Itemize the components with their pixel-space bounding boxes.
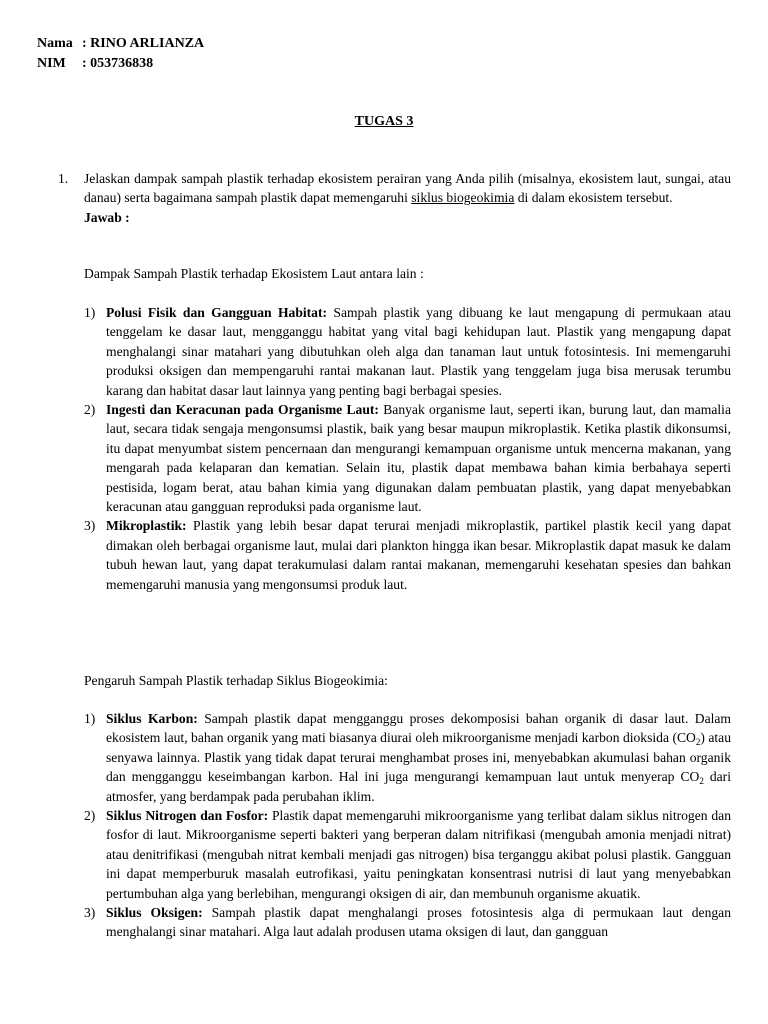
list-item-text <box>106 806 731 903</box>
list-item-number: 2) <box>84 402 96 418</box>
list-item <box>84 400 731 516</box>
name-label: Nama <box>37 36 73 51</box>
list-item-number: 1) <box>84 711 96 726</box>
list-item-text <box>106 709 731 806</box>
list-item-text <box>106 903 731 942</box>
carbon-text-c: dari atmosfer, yang berdampak pada perubahan iklim. <box>106 769 731 804</box>
list-item-text <box>106 516 731 594</box>
co2-subscript: 2 <box>699 776 704 787</box>
name-value: : RINO ARLIANZA <box>82 36 205 51</box>
list-item-title: Siklus Nitrogen dan Fosfor: <box>106 808 269 824</box>
list-item-title: Ingesti dan Keracunan pada Organisme Laut: <box>106 402 379 418</box>
nim-label: NIM <box>37 55 66 71</box>
list-item-number: 1) <box>84 305 96 320</box>
list-item-body: Plastik dapat memengaruhi mikroorganisme yang terlibat dalam siklus nitrogen dan fosfor di laut. Mikroorganisme seperti bakteri yang berperan dalam nitrifikasi (mengubah amonia menjadi nitrat) atau denitrifikasi (mengubah nitrat kembali menjadi gas nitrogen) bisa terganggu akibat polusi plastik. Gangguan ini dapat memperburuk masalah eutrofikasi, yaitu peningkatan konsentrasi nutrisi di laut yang menyebabkan pertumbuhan alga yang berlebihan, mengurangi oksigen di air, dan membunuh organisme akuatik. <box>106 808 731 901</box>
question-text <box>84 169 731 208</box>
section1-intro: Dampak Sampah Plastik terhadap Ekosistem Laut antara lain : <box>84 266 424 281</box>
question-text-before: Jelaskan dampak sampah plastik terhadap ekosistem perairan yang Anda pilih (misalnya, ekosistem laut, sungai, atau danau) serta bagaimana sampah plastik dapat memengaruhi <box>84 171 731 206</box>
list-item-title: Polusi Fisik dan Gangguan Habitat: <box>106 305 328 320</box>
list-item-body: Sampah plastik dapat menghalangi proses fotosintesis alga di permukaan laut dengan menghalangi sinar matahari. Alga laut adalah produsen utama oksigen di laut, dan gangguan <box>106 905 731 940</box>
co2-subscript: 2 <box>695 737 701 748</box>
list-item <box>84 806 731 903</box>
list-item-body: Banyak organisme laut, seperti ikan, burung laut, dan mamalia laut, secara tidak sengaja mengonsumsi plastik, baik yang besar maupun mikroplastik. Ketika plastik dikonsumsi, itu dapat menyumbat sistem pencernaan dan mengurangi kemampuan organisme untuk mencerna makanan, yang mengarah pada kelaparan dan kematian. Selain itu, plastik dapat membawa bahan kimia berbahaya seperti pestisida, logam berat, atau bahan kimia yang digunakan dalam pembuatan plastik, yang dapat menyebabkan keracunan atau gangguan reproduksi pada organisme laut. <box>106 402 731 515</box>
nim-row <box>37 54 204 74</box>
list-item <box>84 303 731 400</box>
list-item-number: 2) <box>84 808 96 824</box>
nim-value: : 053736838 <box>82 55 154 71</box>
name-row <box>37 34 204 54</box>
list-item <box>84 516 731 594</box>
answer-label: Jawab : <box>84 209 130 225</box>
section2-intro: Pengaruh Sampah Plastik terhadap Siklus Biogeokimia: <box>84 673 388 688</box>
question-underlined-term: siklus biogeokimia <box>411 190 515 206</box>
list-item-body: Sampah plastik yang dibuang ke laut mengapung di permukaan atau tenggelam ke dasar laut, mengganggu habitat yang vital bagi kehidupan laut. Plastik yang mengapung dapat menghalangi sinar matahari yang dibutuhkan oleh alga dan tanaman laut untuk fotosintesis. Ini memengaruhi produksi oksigen dan mempengaruhi rantai makanan laut. Plastik yang tenggelam juga bisa merusak terumbu karang dan habitat dasar laut lainnya yang penting bagi berbagai spesies. <box>106 305 731 398</box>
carbon-text-b: ) atau senyawa lainnya. Plastik yang tidak dapat terurai menghambat proses ini, menyebabkan akumulasi bahan organik dan mengganggu keseimbangan karbon. Hal ini juga mengurangi kemampuan laut untuk menyerap CO <box>106 730 731 785</box>
list-item-title: Siklus Karbon: <box>106 711 198 726</box>
list-item-text <box>106 303 731 400</box>
section1-list <box>84 303 731 594</box>
list-item <box>84 903 731 942</box>
carbon-text-a: Sampah plastik dapat mengganggu proses dekomposisi bahan organik di dasar laut. Dalam ekosistem laut, bahan organik yang mati biasanya diurai oleh mikroorganisme menjadi karbon dioksida (CO <box>106 711 731 746</box>
section2-list <box>84 709 731 942</box>
list-item-title: Mikroplastik: <box>106 518 187 534</box>
student-header <box>37 34 204 73</box>
list-item-number: 3) <box>84 905 96 921</box>
question-number: 1. <box>58 171 69 186</box>
list-item-title: Siklus Oksigen: <box>106 905 203 921</box>
list-item-body: Plastik yang lebih besar dapat terurai menjadi mikroplastik, partikel plastik kecil yang dapat dimakan oleh berbagai organisme laut, mulai dari plankton hingga ikan besar. Mikroplastik dapat masuk ke dalam tubuh hewan laut, yang dapat terakumulasi dalam rantai makanan, memengaruhi kesehatan spesies dan bahkan memengaruhi manusia yang mengonsumsi produk laut. <box>106 518 731 592</box>
question-text-after: di dalam ekosistem tersebut. <box>514 190 673 206</box>
document-title: TUGAS 3 <box>354 114 414 129</box>
list-item-text <box>106 400 731 516</box>
question-1 <box>58 169 731 227</box>
question-body <box>84 169 731 227</box>
list-item <box>84 709 731 806</box>
list-item-number: 3) <box>84 518 96 534</box>
